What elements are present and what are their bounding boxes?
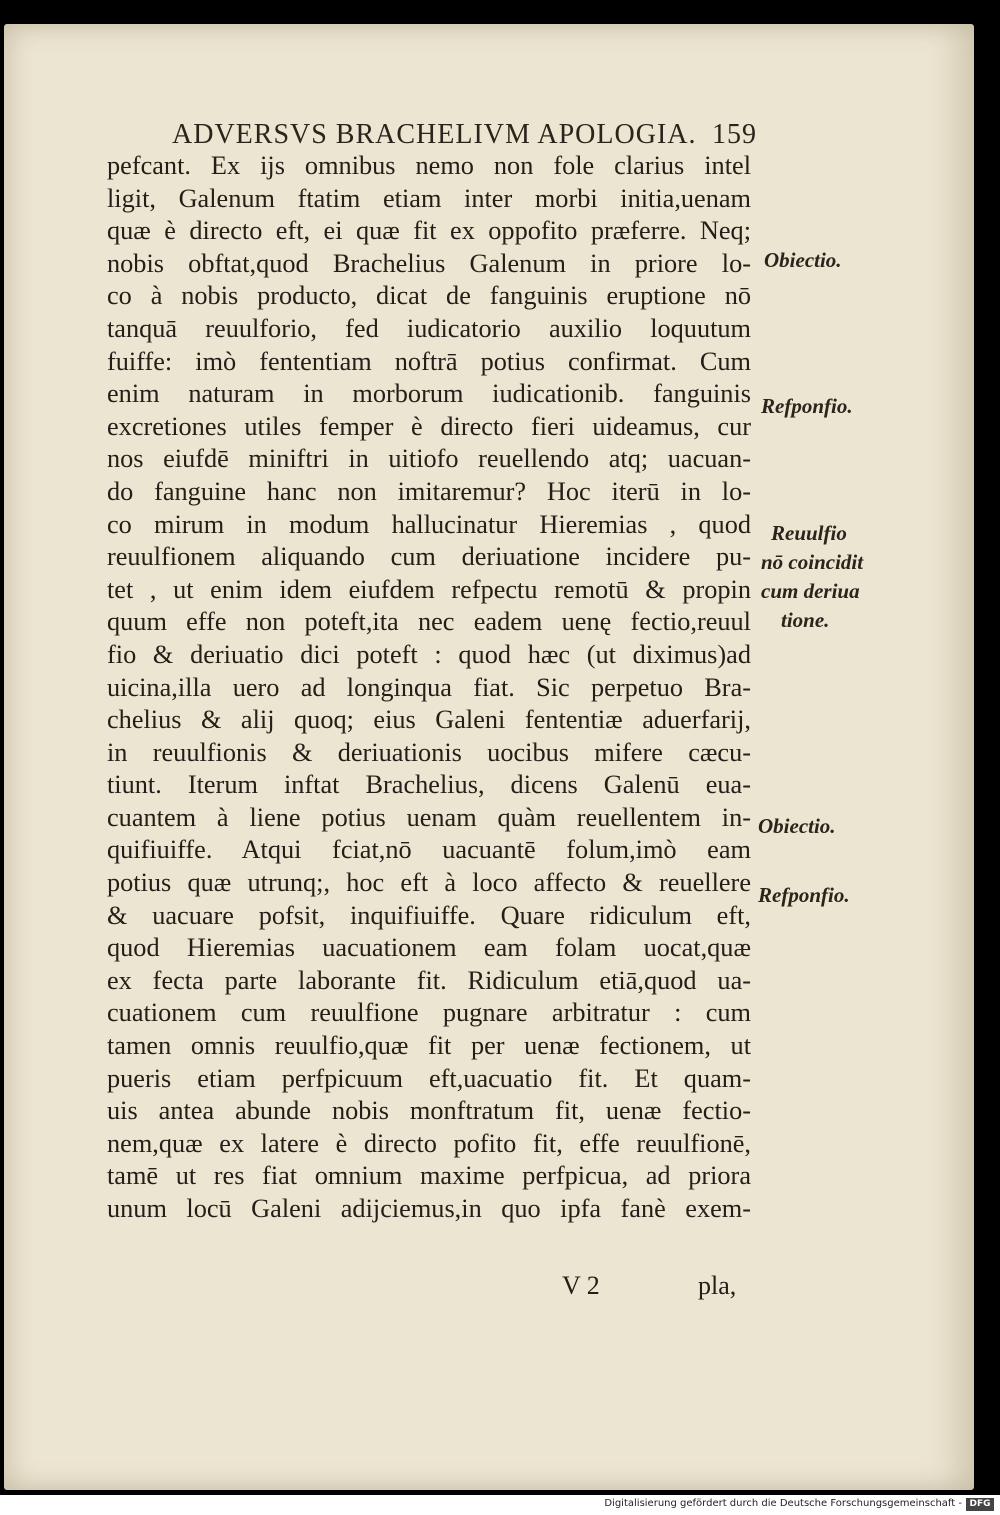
text-line: uicina,illa uero ad longinqua fiat. Sic perpetuo Bra- bbox=[107, 672, 751, 702]
text-line: enim naturam in morborum iudicationib. fanguinis bbox=[107, 379, 751, 409]
signature-mark: V 2 bbox=[562, 1271, 600, 1300]
text-line: nem,quæ ex latere è directo pofito fit, effe reuulfionē, bbox=[107, 1128, 751, 1158]
body-text bbox=[107, 150, 751, 1226]
text-line: pueris etiam perfpicuum eft,uacuatio fit. Et quam- bbox=[107, 1063, 751, 1093]
margin-note-responsio-2: Refponfio. bbox=[758, 883, 850, 907]
page-number: 159 bbox=[712, 119, 757, 150]
book-page bbox=[4, 24, 974, 1490]
text-line: co à nobis producto, dicat de fanguinis eruptione nō bbox=[107, 281, 751, 311]
text-line: ligit, Galenum ftatim etiam inter morbi initia,uenam bbox=[107, 183, 751, 213]
margin-note-reuulsio: Reuulfio nō coincidit cum deriua tione. bbox=[761, 521, 864, 632]
text-line: excretiones utiles femper è directo fieri uideamus, cur bbox=[107, 411, 751, 441]
running-title: ADVERSVS BRACHELIVM APOLOGIA. bbox=[172, 119, 697, 150]
text-line: nobis obftat,quod Brachelius Galenum in priore lo- bbox=[107, 248, 751, 278]
text-line: reuulfionem aliquando cum deriuatione incidere pu- bbox=[107, 542, 751, 572]
text-line: tamē ut res fiat omnium maxime perfpicua, ad priora bbox=[107, 1161, 751, 1191]
margin-note-obiectio: Obiectio. bbox=[764, 248, 842, 272]
text-line: potius quæ utrunq;, hoc eft à loco affecto & reuellere bbox=[107, 868, 751, 898]
text-line: tanquā reuulforio, fed iudicatorio auxilio loquutum bbox=[107, 313, 751, 343]
funding-credit: Digitalisierung gefördert durch die Deutsche Forschungsgemeinschaft - bbox=[604, 1498, 962, 1509]
catchword: pla, bbox=[698, 1271, 737, 1300]
text-line: fuiffe: imò fententiam noftrā potius confirmat. Cum bbox=[107, 346, 751, 376]
text-line: unum locū Galeni adijciemus,in quo ipfa fanè exem- bbox=[107, 1194, 751, 1223]
text-line: quod Hieremias uacuationem eam folam uocat,quæ bbox=[107, 933, 751, 963]
text-line: quifiuiffe. Atqui fciat,nō uacuantē folum,imò eam bbox=[107, 835, 751, 865]
dfg-logo: DFG bbox=[966, 1498, 994, 1511]
text-line: cuantem à liene potius uenam quàm reuellentem in- bbox=[107, 802, 751, 832]
text-line: quæ è directo eft, ei quæ fit ex oppofito præferre. Neq; bbox=[107, 216, 751, 246]
text-line: co mirum in modum hallucinatur Hieremias , quod bbox=[107, 509, 751, 539]
text-line: fio & deriuatio dici poteft : quod hæc (ut diximus)ad bbox=[107, 639, 751, 669]
text-line: pefcant. Ex ijs omnibus nemo non fole clarius intel bbox=[107, 151, 751, 180]
text-line: cuationem cum reuulfione pugnare arbitratur : cum bbox=[107, 998, 751, 1028]
footer-bar bbox=[0, 1495, 1000, 1515]
text-line: nos eiufdē miniftri in uitiofo reuellendo atq; uacuan- bbox=[107, 444, 751, 474]
text-line: tet , ut enim idem eiufdem refpectu remotū & propin bbox=[107, 574, 751, 604]
text-line: uis antea abunde nobis monftratum fit, uenæ fectio- bbox=[107, 1096, 751, 1126]
text-line: ex fecta parte laborante fit. Ridiculum etiā,quod ua- bbox=[107, 965, 751, 995]
margin-note-obiectio-2: Obiectio. bbox=[758, 814, 836, 838]
text-line: tiunt. Iterum inftat Brachelius, dicens Galenū eua- bbox=[107, 770, 751, 800]
text-line: do fanguine hanc non imitaremur? Hoc iterū in lo- bbox=[107, 476, 751, 506]
text-line: tamen omnis reuulfio,quæ fit per uenæ fectionem, ut bbox=[107, 1031, 751, 1061]
margin-note-responsio: Refponfio. bbox=[761, 394, 853, 418]
text-line: quum effe non poteft,ita nec eadem uenę fectio,reuul bbox=[107, 607, 751, 637]
text-line: chelius & alij quoq; eius Galeni fententiæ aduerfarij, bbox=[107, 705, 751, 735]
text-line: in reuulfionis & deriuationis uocibus mifere cæcu- bbox=[107, 737, 751, 767]
text-line: & uacuare pofsit, inquifiuiffe. Quare ridiculum eft, bbox=[107, 900, 751, 930]
